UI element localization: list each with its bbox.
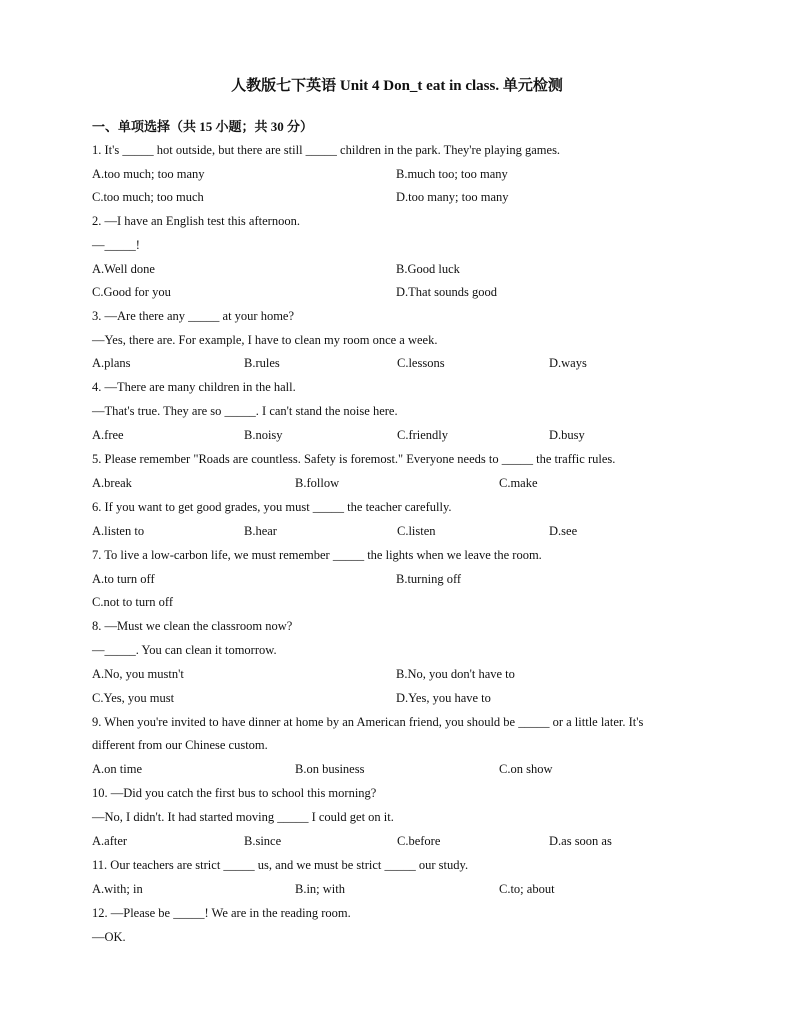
question-3-option-b[interactable]: B.rules [244, 356, 280, 370]
question-6-option-b[interactable]: B.hear [244, 524, 277, 538]
question-8-option-c[interactable]: C.Yes, you must [92, 691, 175, 705]
question-9-stem: 9. When you're invited to have dinner at home by an American friend, you should be _____ or a little later. It's [92, 715, 644, 729]
question-3-stem: 3. —Are there any _____ at your home? [92, 309, 295, 323]
question-3-stem-line-2: —Yes, there are. For example, I have to clean my room once a week. [92, 333, 438, 347]
question-10-option-d[interactable]: D.as soon as [549, 834, 612, 848]
question-6-option-c[interactable]: C.listen [397, 524, 436, 538]
question-2-stem: 2. —I have an English test this afternoon. [92, 214, 300, 228]
question-12-stem: 12. —Please be _____! We are in the reading room. [92, 906, 351, 920]
question-8-stem: 8. —Must we clean the classroom now? [92, 619, 293, 633]
question-9-option-c[interactable]: C.on show [499, 762, 553, 776]
question-10-option-a[interactable]: A.after [92, 834, 128, 848]
question-11-stem: 11. Our teachers are strict _____ us, and we must be strict _____ our study. [92, 858, 469, 872]
question-2-option-b[interactable]: B.Good luck [396, 262, 460, 276]
question-10-option-c[interactable]: C.before [397, 834, 441, 848]
question-2-option-a[interactable]: A.Well done [92, 262, 155, 276]
question-7-option-c[interactable]: C.not to turn off [92, 595, 174, 609]
question-3-option-d[interactable]: D.ways [549, 356, 587, 370]
question-1-option-b[interactable]: B.much too; too many [396, 167, 508, 181]
question-6-option-a[interactable]: A.listen to [92, 524, 145, 538]
question-10-stem: 10. —Did you catch the first bus to school this morning? [92, 786, 377, 800]
question-10-option-b[interactable]: B.since [244, 834, 282, 848]
question-7-stem: 7. To live a low-carbon life, we must remember _____ the lights when we leave the room. [92, 548, 542, 562]
question-5-option-a[interactable]: A.break [92, 476, 132, 490]
question-7-option-a[interactable]: A.to turn off [92, 572, 155, 586]
question-1-option-c[interactable]: C.too much; too much [92, 190, 204, 204]
question-5-stem: 5. Please remember "Roads are countless. Safety is foremost." Everyone needs to _____ the traffic rules. [92, 452, 616, 466]
question-11-option-a[interactable]: A.with; in [92, 882, 143, 896]
question-1-option-d[interactable]: D.too many; too many [396, 190, 509, 204]
question-6-option-d[interactable]: D.see [549, 524, 578, 538]
question-4-stem: 4. —There are many children in the hall. [92, 380, 296, 394]
question-9-stem-line-2: different from our Chinese custom. [92, 738, 268, 752]
page-title: 人教版七下英语 Unit 4 Don_t eat in class. 单元检测 [231, 78, 563, 94]
question-3-option-a[interactable]: A.plans [92, 356, 131, 370]
question-8-option-b[interactable]: B.No, you don't have to [396, 667, 515, 681]
question-8-option-d[interactable]: D.Yes, you have to [396, 691, 491, 705]
question-10-stem-line-2: —No, I didn't. It had started moving _____ I could get on it. [92, 810, 394, 824]
question-11-option-b[interactable]: B.in; with [295, 882, 346, 896]
question-8-stem-line-2: —_____. You can clean it tomorrow. [92, 643, 277, 657]
question-1-stem: 1. It's _____ hot outside, but there are still _____ children in the park. They're playing games. [92, 143, 561, 157]
question-5-option-c[interactable]: C.make [499, 476, 538, 490]
question-8-option-a[interactable]: A.No, you mustn't [92, 667, 184, 681]
question-2-option-c[interactable]: C.Good for you [92, 285, 171, 299]
question-11-option-c[interactable]: C.to; about [499, 882, 555, 896]
question-1-option-a[interactable]: A.too much; too many [92, 167, 205, 181]
question-5-option-b[interactable]: B.follow [295, 476, 340, 490]
question-4-option-b[interactable]: B.noisy [244, 428, 283, 442]
section-heading: 一、单项选择（共 15 小题；共 30 分） [92, 119, 314, 134]
question-6-stem: 6. If you want to get good grades, you must _____ the teacher carefully. [92, 500, 452, 514]
question-4-option-d[interactable]: D.busy [549, 428, 585, 442]
question-4-option-c[interactable]: C.friendly [397, 428, 449, 442]
question-9-option-b[interactable]: B.on business [295, 762, 365, 776]
question-4-option-a[interactable]: A.free [92, 428, 124, 442]
question-7-option-b[interactable]: B.turning off [396, 572, 462, 586]
question-2-option-d[interactable]: D.That sounds good [396, 285, 498, 299]
question-3-option-c[interactable]: C.lessons [397, 356, 445, 370]
question-2-stem-line-2: —_____! [92, 238, 140, 252]
question-9-option-a[interactable]: A.on time [92, 762, 142, 776]
question-4-stem-line-2: —That's true. They are so _____. I can't stand the noise here. [92, 404, 398, 418]
question-12-stem-line-2: —OK. [92, 930, 126, 944]
